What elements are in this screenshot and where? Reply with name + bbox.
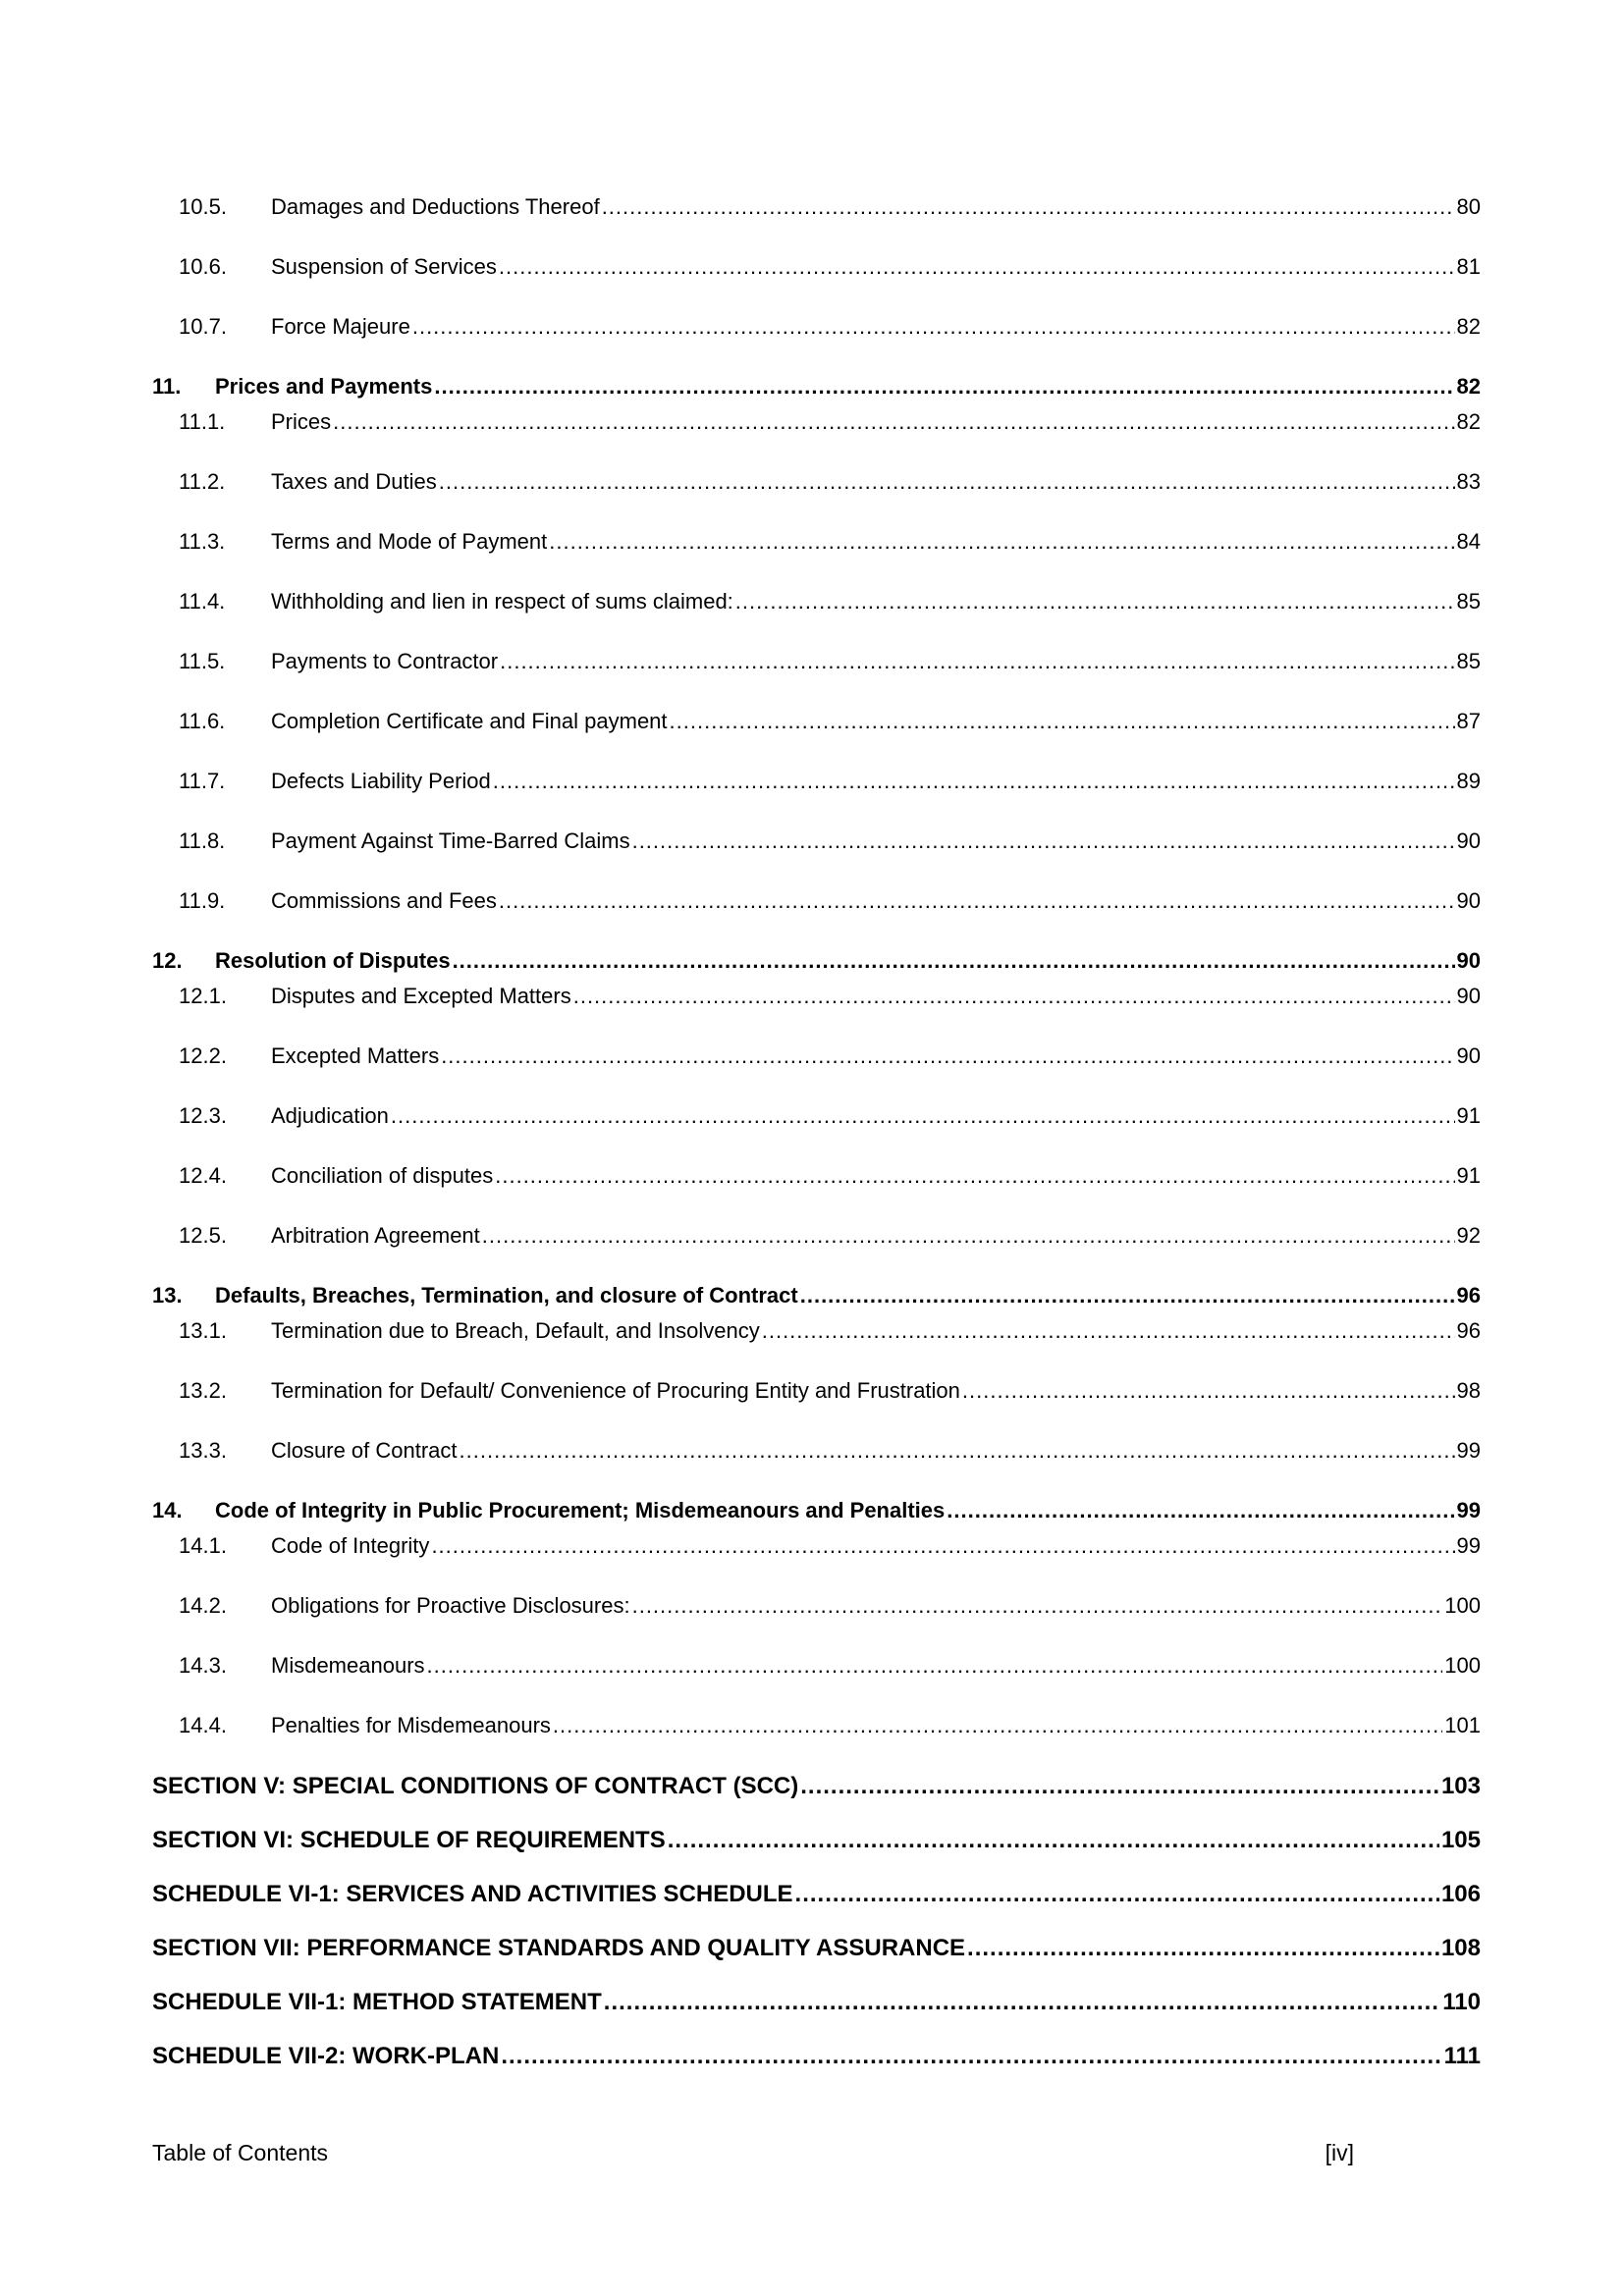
dot-leader xyxy=(668,1825,1439,1855)
dot-leader xyxy=(427,1651,1443,1680)
toc-entry-number: 11.8. xyxy=(179,828,226,853)
dot-leader xyxy=(553,1711,1442,1739)
toc-entry[interactable] xyxy=(152,946,1481,975)
toc-entry-number: 11.5. xyxy=(179,649,226,673)
toc-entry-page: 105 xyxy=(1440,1827,1481,1853)
toc-entry-page: 87 xyxy=(1456,709,1481,733)
toc-entry[interactable] xyxy=(152,2041,1481,2071)
toc-entry-title: Penalties for Misdemeanours xyxy=(271,1713,551,1737)
toc-entry-number: 12.2. xyxy=(179,1043,227,1068)
toc-entry-page: 82 xyxy=(1456,374,1481,399)
dot-leader xyxy=(549,527,1454,556)
toc-entry-number: 12.4. xyxy=(179,1163,227,1188)
toc-entry-title: Commissions and Fees xyxy=(271,888,497,913)
dot-leader xyxy=(670,707,1455,735)
toc-entry-title: Suspension of Services xyxy=(271,254,497,279)
toc-entry-number: 11.2. xyxy=(179,469,226,494)
toc-entry-page: 92 xyxy=(1456,1223,1481,1248)
toc-entry-page: 103 xyxy=(1440,1773,1481,1799)
toc-entry-page: 90 xyxy=(1456,1043,1481,1068)
toc-entry[interactable] xyxy=(152,1825,1481,1855)
dot-leader xyxy=(493,767,1455,795)
toc-entry-title: Obligations for Proactive Disclosures: xyxy=(271,1593,630,1618)
toc-entry-title: Misdemeanours xyxy=(271,1653,425,1678)
toc-entry-page: 85 xyxy=(1456,589,1481,614)
toc-entry-number: 10.5. xyxy=(179,194,227,219)
toc-entry-title: Withholding and lien in respect of sums claimed: xyxy=(271,589,733,614)
toc-entry[interactable] xyxy=(152,312,1481,341)
toc-entry-number: 11. xyxy=(152,374,182,399)
dot-leader xyxy=(762,1316,1455,1345)
toc-entry[interactable] xyxy=(152,1651,1481,1680)
dot-leader xyxy=(441,1041,1454,1070)
toc-entry-page: 101 xyxy=(1444,1713,1481,1737)
toc-entry-number: 14.2. xyxy=(179,1593,227,1618)
toc-entry[interactable] xyxy=(152,527,1481,556)
toc-entry[interactable] xyxy=(152,1101,1481,1130)
toc-entry-title: Termination due to Breach, Default, and Insolvency xyxy=(271,1318,760,1343)
toc-entry-number: 10.6. xyxy=(179,254,227,279)
dot-leader xyxy=(632,1591,1443,1620)
toc-entry[interactable] xyxy=(152,1987,1481,2017)
toc-entry-page: 91 xyxy=(1456,1163,1481,1188)
toc-entry-number: 14.3. xyxy=(179,1653,227,1678)
toc-entry-number: 11.4. xyxy=(179,589,226,614)
footer-page-number: [iv] xyxy=(1325,2140,1354,2165)
toc-entry-number: 14.4. xyxy=(179,1713,227,1737)
dot-leader xyxy=(412,312,1455,341)
toc-entry-page: 99 xyxy=(1456,1438,1481,1463)
toc-entry[interactable] xyxy=(152,1496,1481,1524)
toc-entry[interactable] xyxy=(152,1281,1481,1309)
dot-leader xyxy=(947,1496,1454,1524)
toc-entry-page: 83 xyxy=(1456,469,1481,494)
dot-leader xyxy=(453,946,1455,975)
toc-entry-page: 81 xyxy=(1456,254,1481,279)
dot-leader xyxy=(495,1161,1454,1190)
dot-leader xyxy=(460,1436,1455,1465)
page-footer xyxy=(152,2138,1482,2167)
toc-entry-page: 111 xyxy=(1443,2043,1481,2069)
dot-leader xyxy=(632,827,1455,855)
toc-entry-page: 90 xyxy=(1456,984,1481,1008)
dot-leader xyxy=(602,192,1455,221)
toc-entry-number: 11.9. xyxy=(179,888,226,913)
toc-entry-number: 11.3. xyxy=(179,529,226,554)
toc-entry-page: 89 xyxy=(1456,769,1481,793)
toc-entry-title: SCHEDULE VI-1: SERVICES AND ACTIVITIES SCHEDULE xyxy=(152,1881,793,1907)
toc-entry-title: Arbitration Agreement xyxy=(271,1223,480,1248)
toc-entry-title: Defects Liability Period xyxy=(271,769,491,793)
toc-entry[interactable] xyxy=(152,1436,1481,1465)
dot-leader xyxy=(795,1879,1439,1909)
toc-entry-page: 96 xyxy=(1456,1318,1481,1343)
toc-entry[interactable] xyxy=(152,1221,1481,1250)
toc-entry[interactable] xyxy=(152,252,1481,281)
toc-entry-title: Adjudication xyxy=(271,1103,389,1128)
toc-entry-page: 96 xyxy=(1456,1283,1481,1308)
toc-entry[interactable] xyxy=(152,1041,1481,1070)
toc-entry[interactable] xyxy=(152,707,1481,735)
toc-entry-page: 85 xyxy=(1456,649,1481,673)
toc-entry-title: SCHEDULE VII-1: METHOD STATEMENT xyxy=(152,1989,602,2015)
toc-entry[interactable] xyxy=(152,372,1481,400)
toc-entry-title: Payments to Contractor xyxy=(271,649,499,673)
toc-entry-title: Resolution of Disputes xyxy=(215,948,451,973)
dot-leader xyxy=(333,407,1454,436)
toc-entry-page: 108 xyxy=(1440,1935,1481,1961)
toc-entry-title: Excepted Matters xyxy=(271,1043,440,1068)
toc-entry-page: 90 xyxy=(1456,888,1481,913)
toc-entry-title: SECTION VII: PERFORMANCE STANDARDS AND QUALITY ASSURANCE xyxy=(152,1935,966,1961)
dot-leader xyxy=(735,587,1455,615)
dot-leader xyxy=(573,982,1455,1010)
toc-entry-title: SECTION VI: SCHEDULE OF REQUIREMENTS xyxy=(152,1827,666,1853)
toc-entry-page: 98 xyxy=(1456,1378,1481,1403)
toc-entry-page: 82 xyxy=(1456,409,1481,434)
toc-entry-title: Taxes and Duties xyxy=(271,469,437,494)
toc-entry-number: 12.1. xyxy=(179,984,227,1008)
toc-entry-number: 14. xyxy=(152,1498,183,1522)
toc-entry-page: 106 xyxy=(1440,1881,1481,1907)
toc-entry-number: 13.1. xyxy=(179,1318,227,1343)
toc-entry-title: Closure of Contract xyxy=(271,1438,458,1463)
toc-entry[interactable] xyxy=(152,827,1481,855)
toc-entry-page: 100 xyxy=(1444,1593,1481,1618)
toc-entry-title: Completion Certificate and Final payment xyxy=(271,709,668,733)
dot-leader xyxy=(800,1281,1455,1309)
dot-leader xyxy=(500,647,1454,675)
toc-entry[interactable] xyxy=(152,886,1481,915)
toc-entry-page: 110 xyxy=(1442,1989,1481,2015)
toc-entry-page: 90 xyxy=(1456,828,1481,853)
toc-entry[interactable] xyxy=(152,767,1481,795)
toc-entry[interactable] xyxy=(152,1531,1481,1560)
dot-leader xyxy=(434,372,1454,400)
toc-entry-page: 80 xyxy=(1456,194,1481,219)
toc-entry-title: SCHEDULE VII-2: WORK-PLAN xyxy=(152,2043,500,2069)
toc-entry[interactable] xyxy=(152,192,1481,221)
toc-entry-title: Terms and Mode of Payment xyxy=(271,529,548,554)
toc-entry[interactable] xyxy=(152,1933,1481,1963)
toc-entry-title: Termination for Default/ Convenience of Procuring Entity and Frustration xyxy=(271,1378,960,1403)
toc-entry-number: 12.3. xyxy=(179,1103,227,1128)
toc-entry-page: 84 xyxy=(1456,529,1481,554)
toc-entry-number: 14.1. xyxy=(179,1533,227,1558)
dot-leader xyxy=(501,2041,1441,2071)
toc-entry[interactable] xyxy=(152,1771,1481,1801)
toc-entry[interactable] xyxy=(152,467,1481,496)
toc-entry[interactable] xyxy=(152,587,1481,615)
toc-entry-number: 12. xyxy=(152,948,183,973)
toc-entry[interactable] xyxy=(152,982,1481,1010)
toc-entry-title: Conciliation of disputes xyxy=(271,1163,494,1188)
toc-entry-title: Code of Integrity xyxy=(271,1533,430,1558)
toc-entry-number: 10.7. xyxy=(179,314,227,339)
toc-entry-page: 91 xyxy=(1456,1103,1481,1128)
toc-entry-number: 11.6. xyxy=(179,709,226,733)
toc-entry[interactable] xyxy=(152,1316,1481,1345)
toc-entry-number: 13.2. xyxy=(179,1378,227,1403)
dot-leader xyxy=(962,1376,1455,1405)
toc-entry[interactable] xyxy=(152,1591,1481,1620)
toc-entry-number: 11.1. xyxy=(179,409,226,434)
toc-entry-title: Force Majeure xyxy=(271,314,410,339)
toc-entry-page: 82 xyxy=(1456,314,1481,339)
toc-entry-title: Code of Integrity in Public Procurement; Misdemeanours and Penalties xyxy=(215,1498,946,1522)
dot-leader xyxy=(967,1933,1439,1963)
dot-leader xyxy=(482,1221,1455,1250)
toc-entry-page: 90 xyxy=(1456,948,1481,973)
dot-leader xyxy=(604,1987,1441,2017)
toc-entry-title: Payment Against Time-Barred Claims xyxy=(271,828,630,853)
toc-entry-number: 11.7. xyxy=(179,769,226,793)
toc-entry-page: 99 xyxy=(1456,1533,1481,1558)
toc-entry[interactable] xyxy=(152,1711,1481,1739)
dot-leader xyxy=(499,886,1455,915)
dot-leader xyxy=(439,467,1455,496)
toc-entry-number: 13. xyxy=(152,1283,183,1308)
toc-entry-title: SECTION V: SPECIAL CONDITIONS OF CONTRACT (SCC) xyxy=(152,1773,799,1799)
table-of-contents xyxy=(152,192,1481,2095)
toc-entry-page: 100 xyxy=(1444,1653,1481,1678)
toc-entry-title: Defaults, Breaches, Termination, and closure of Contract xyxy=(215,1283,798,1308)
toc-entry[interactable] xyxy=(152,407,1481,436)
toc-entry[interactable] xyxy=(152,1161,1481,1190)
dot-leader xyxy=(499,252,1455,281)
toc-entry-page: 99 xyxy=(1456,1498,1481,1522)
toc-entry-number: 13.3. xyxy=(179,1438,227,1463)
toc-entry-title: Damages and Deductions Thereof xyxy=(271,194,600,219)
dot-leader xyxy=(431,1531,1454,1560)
toc-entry[interactable] xyxy=(152,647,1481,675)
toc-entry-title: Prices xyxy=(271,409,332,434)
footer-title: Table of Contents xyxy=(152,2140,329,2165)
toc-entry-number: 12.5. xyxy=(179,1223,227,1248)
toc-entry[interactable] xyxy=(152,1376,1481,1405)
toc-entry[interactable] xyxy=(152,1879,1481,1909)
dot-leader xyxy=(800,1771,1439,1801)
toc-entry-title: Disputes and Excepted Matters xyxy=(271,984,571,1008)
dot-leader xyxy=(391,1101,1455,1130)
toc-entry-title: Prices and Payments xyxy=(215,374,433,399)
